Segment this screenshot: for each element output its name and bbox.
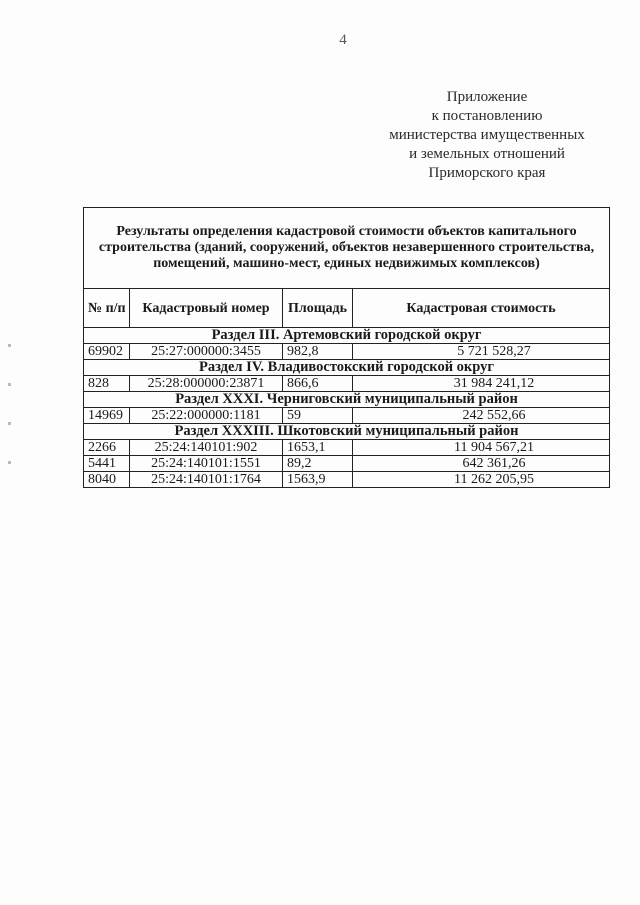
table-title-row	[84, 208, 610, 289]
cell-cadastral-cost: 5 721 528,27	[353, 344, 610, 360]
cell-number: 5441	[84, 456, 130, 472]
column-header-number: № п/п	[84, 289, 130, 328]
cell-cadastral-number: 25:24:140101:902	[130, 440, 283, 456]
section-title: Раздел XXXIII. Шкотовский муниципальный район	[84, 424, 610, 440]
table-row	[84, 456, 610, 472]
cell-cadastral-cost: 31 984 241,12	[353, 376, 610, 392]
margin-scan-marks	[8, 344, 11, 500]
cell-area: 1563,9	[283, 472, 353, 488]
cell-cadastral-number: 25:24:140101:1764	[130, 472, 283, 488]
cell-area: 982,8	[283, 344, 353, 360]
cell-cadastral-number: 25:28:000000:23871	[130, 376, 283, 392]
appendix-line: к постановлению	[431, 108, 543, 124]
table-header-row	[84, 289, 610, 328]
appendix-block	[372, 88, 602, 183]
appendix-line: Приложение	[446, 89, 528, 105]
scan-mark	[8, 461, 11, 464]
table-row	[84, 472, 610, 488]
section-row	[84, 392, 610, 408]
cell-area: 89,2	[283, 456, 353, 472]
section-row	[84, 424, 610, 440]
section-title: Раздел IV. Владивостокский городской округ	[84, 360, 610, 376]
table-row	[84, 376, 610, 392]
scan-mark	[8, 344, 11, 347]
appendix-line: и земельных отношений	[409, 146, 565, 162]
column-header-cadastral-number: Кадастровый номер	[130, 289, 283, 328]
section-title: Раздел XXXI. Черниговский муниципальный район	[84, 392, 610, 408]
cell-number: 8040	[84, 472, 130, 488]
page-number: 4	[339, 32, 347, 48]
cell-cadastral-number: 25:27:000000:3455	[130, 344, 283, 360]
cell-number: 828	[84, 376, 130, 392]
cell-cadastral-cost: 642 361,26	[353, 456, 610, 472]
table-row	[84, 408, 610, 424]
cadastral-value-table	[83, 207, 610, 488]
column-header-area: Площадь	[283, 289, 353, 328]
section-row	[84, 360, 610, 376]
cell-number: 14969	[84, 408, 130, 424]
cell-cadastral-number: 25:24:140101:1551	[130, 456, 283, 472]
cell-area: 866,6	[283, 376, 353, 392]
scan-mark	[8, 383, 11, 386]
cell-number: 2266	[84, 440, 130, 456]
cell-area: 1653,1	[283, 440, 353, 456]
cell-cadastral-cost: 11 262 205,95	[353, 472, 610, 488]
table-row	[84, 440, 610, 456]
appendix-line: министерства имущественных	[389, 127, 585, 143]
column-header-cadastral-cost: Кадастровая стоимость	[353, 289, 610, 328]
section-row	[84, 328, 610, 344]
cell-area: 59	[283, 408, 353, 424]
cell-number: 69902	[84, 344, 130, 360]
section-title: Раздел III. Артемовский городской округ	[84, 328, 610, 344]
table-title: Результаты определения кадастровой стоимости объектов капитального строительства (зданий, сооружений, объектов незавершенного строительства, помещений, машино-мест, единых недвижимых комплексов)	[84, 208, 610, 289]
cell-cadastral-number: 25:22:000000:1181	[130, 408, 283, 424]
cell-cadastral-cost: 11 904 567,21	[353, 440, 610, 456]
table-row	[84, 344, 610, 360]
scan-mark	[8, 422, 11, 425]
cell-cadastral-cost: 242 552,66	[353, 408, 610, 424]
appendix-line: Приморского края	[428, 165, 546, 181]
